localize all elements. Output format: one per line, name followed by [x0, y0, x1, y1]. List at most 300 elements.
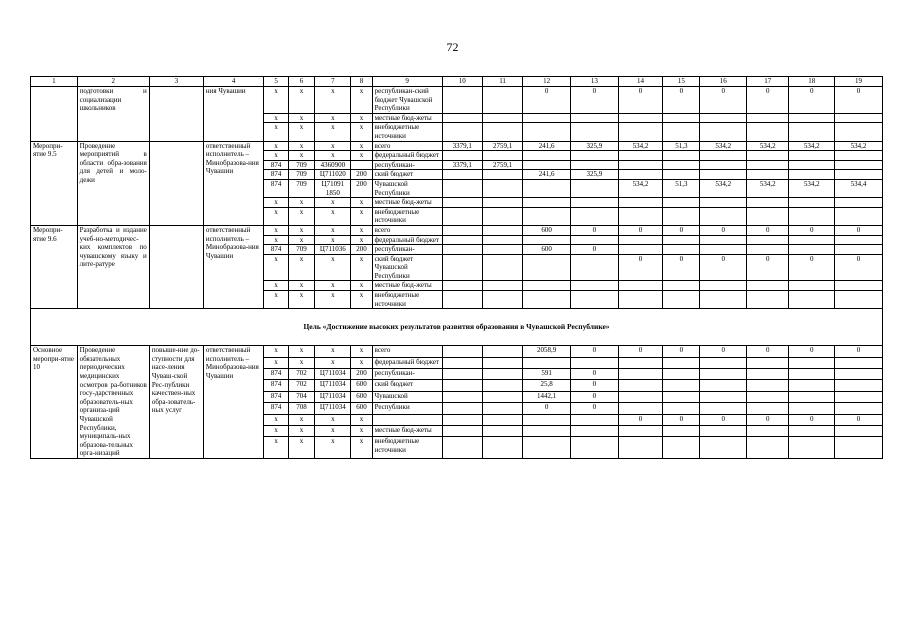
- amount-cell: [747, 291, 789, 309]
- amount-cell: 0: [835, 254, 883, 281]
- amount-cell: 0: [570, 403, 618, 414]
- amount-cell: [835, 281, 883, 291]
- amount-cell: [523, 160, 571, 170]
- amount-cell: [747, 235, 789, 245]
- funding-source: местные бюд-жеты: [372, 425, 442, 436]
- funding-source: всего: [372, 141, 442, 151]
- amount-cell: [700, 369, 747, 380]
- amount-cell: [442, 369, 482, 380]
- amount-cell: [700, 198, 747, 208]
- amount-cell: [747, 207, 789, 225]
- event-name: Разработка и издание учеб-но-методичес-ких комплектов по чувашскому языку и лите-ратуре: [77, 225, 149, 308]
- budget-code: Ц711034: [315, 391, 351, 402]
- budget-code: х: [288, 425, 315, 436]
- amount-cell: [789, 281, 835, 291]
- amount-cell: 51,3: [663, 141, 700, 151]
- event-name: подготовки и социализации школьников: [77, 87, 149, 142]
- amount-cell: 0: [700, 87, 747, 114]
- amount-cell: [789, 403, 835, 414]
- amount-cell: [523, 254, 571, 281]
- budget-code: х: [264, 198, 288, 208]
- amount-cell: 0: [789, 254, 835, 281]
- amount-cell: [700, 170, 747, 180]
- budget-code: х: [264, 437, 288, 459]
- amount-cell: [442, 425, 482, 436]
- amount-cell: [482, 380, 522, 391]
- funding-source: ский бюджет: [372, 380, 442, 391]
- budget-code: 874: [264, 160, 288, 170]
- amount-cell: [442, 291, 482, 309]
- amount-cell: [570, 414, 618, 425]
- budget-code: х: [264, 87, 288, 114]
- budget-code: х: [351, 291, 372, 309]
- amount-cell: [482, 357, 522, 368]
- amount-cell: [789, 123, 835, 141]
- amount-cell: [700, 123, 747, 141]
- amount-cell: [663, 207, 700, 225]
- budget-code: 702: [288, 380, 315, 391]
- amount-cell: [570, 207, 618, 225]
- amount-cell: [618, 380, 663, 391]
- amount-cell: [747, 113, 789, 123]
- amount-cell: [789, 113, 835, 123]
- funding-source: Чувашской: [372, 391, 442, 402]
- budget-code: х: [288, 141, 315, 151]
- amount-cell: 600: [523, 225, 571, 235]
- budget-code: х: [264, 113, 288, 123]
- column-header: 12: [523, 77, 571, 87]
- budget-code: Ц711020: [315, 170, 351, 180]
- amount-cell: [663, 160, 700, 170]
- funding-source: всего: [372, 346, 442, 357]
- amount-cell: [618, 160, 663, 170]
- amount-cell: 0: [747, 414, 789, 425]
- amount-cell: [482, 245, 522, 255]
- amount-cell: [789, 160, 835, 170]
- amount-cell: [570, 254, 618, 281]
- amount-cell: [570, 123, 618, 141]
- event-goal: [149, 225, 203, 308]
- amount-cell: [442, 235, 482, 245]
- amount-cell: [570, 235, 618, 245]
- amount-cell: 0: [835, 346, 883, 357]
- amount-cell: [618, 357, 663, 368]
- amount-cell: [663, 437, 700, 459]
- amount-cell: [747, 357, 789, 368]
- budget-code: х: [351, 225, 372, 235]
- amount-cell: [482, 437, 522, 459]
- budget-code: х: [351, 414, 372, 425]
- amount-cell: [482, 254, 522, 281]
- amount-cell: [523, 123, 571, 141]
- budget-code: х: [288, 123, 315, 141]
- budget-code: х: [315, 123, 351, 141]
- amount-cell: 0: [570, 391, 618, 402]
- column-header: 11: [482, 77, 522, 87]
- amount-cell: 0: [618, 254, 663, 281]
- budget-code: х: [315, 151, 351, 161]
- amount-cell: [663, 380, 700, 391]
- amount-cell: [700, 113, 747, 123]
- budget-code: х: [351, 425, 372, 436]
- amount-cell: [663, 151, 700, 161]
- amount-cell: [835, 170, 883, 180]
- amount-cell: [618, 281, 663, 291]
- budget-code: х: [288, 437, 315, 459]
- amount-cell: [618, 391, 663, 402]
- funding-source: внебюджетные источники: [372, 291, 442, 309]
- amount-cell: [442, 346, 482, 357]
- amount-cell: [618, 235, 663, 245]
- amount-cell: [482, 207, 522, 225]
- amount-cell: 0: [523, 403, 571, 414]
- amount-cell: [700, 391, 747, 402]
- amount-cell: 3379,1: [442, 141, 482, 151]
- event-name: Проведение мероприятий в области обра-зования для детей и моло-дежи: [77, 141, 149, 225]
- amount-cell: 600: [523, 245, 571, 255]
- amount-cell: [835, 437, 883, 459]
- amount-cell: 51,3: [663, 179, 700, 197]
- budget-code: х: [315, 357, 351, 368]
- amount-cell: [700, 425, 747, 436]
- budget-code: х: [288, 414, 315, 425]
- amount-cell: [835, 291, 883, 309]
- amount-cell: [570, 425, 618, 436]
- amount-cell: [570, 437, 618, 459]
- amount-cell: 591: [523, 369, 571, 380]
- budget-code: х: [351, 254, 372, 281]
- funding-source: Республики: [372, 403, 442, 414]
- amount-cell: [570, 291, 618, 309]
- event-code: Основное меропри-ятие 10: [31, 346, 78, 459]
- budget-code: х: [315, 346, 351, 357]
- funding-source: федеральный бюджет: [372, 235, 442, 245]
- amount-cell: 0: [618, 87, 663, 114]
- amount-cell: [663, 170, 700, 180]
- amount-cell: [747, 245, 789, 255]
- funding-source: местные бюд-жеты: [372, 198, 442, 208]
- amount-cell: [442, 245, 482, 255]
- column-header: 1: [31, 77, 78, 87]
- amount-cell: [482, 123, 522, 141]
- amount-cell: 534,2: [618, 179, 663, 197]
- amount-cell: [442, 170, 482, 180]
- amount-cell: [835, 123, 883, 141]
- budget-code: х: [315, 141, 351, 151]
- amount-cell: [618, 403, 663, 414]
- budget-code: 200: [351, 179, 372, 197]
- amount-cell: 0: [663, 414, 700, 425]
- responsible: ответственный исполнитель – Минобразова-ния Чувашии: [203, 141, 263, 225]
- budget-code: Ц711036: [315, 245, 351, 255]
- amount-cell: [700, 160, 747, 170]
- amount-cell: [789, 357, 835, 368]
- budget-code: х: [315, 425, 351, 436]
- budget-code: х: [315, 87, 351, 114]
- funding-source: местные бюд-жеты: [372, 113, 442, 123]
- budget-code: х: [315, 414, 351, 425]
- column-header: 2: [77, 77, 149, 87]
- budget-code: х: [351, 141, 372, 151]
- amount-cell: [482, 346, 522, 357]
- amount-cell: [747, 403, 789, 414]
- amount-cell: [663, 391, 700, 402]
- amount-cell: 0: [835, 225, 883, 235]
- budget-code: х: [315, 281, 351, 291]
- amount-cell: [618, 113, 663, 123]
- column-header: 3: [149, 77, 203, 87]
- budget-code: х: [264, 207, 288, 225]
- funding-source: республикан-: [372, 160, 442, 170]
- column-header: 4: [203, 77, 263, 87]
- funding-source: республикан-: [372, 369, 442, 380]
- amount-cell: [700, 207, 747, 225]
- amount-cell: [747, 391, 789, 402]
- budget-code: Ц71091 1850: [315, 179, 351, 197]
- amount-cell: 0: [789, 87, 835, 114]
- amount-cell: [835, 425, 883, 436]
- budget-code: х: [315, 254, 351, 281]
- budget-code: х: [288, 291, 315, 309]
- amount-cell: [570, 179, 618, 197]
- amount-cell: [618, 369, 663, 380]
- amount-cell: [700, 281, 747, 291]
- amount-cell: [747, 160, 789, 170]
- budget-code: 600: [351, 403, 372, 414]
- amount-cell: [482, 425, 522, 436]
- budget-code: 702: [288, 369, 315, 380]
- amount-cell: [523, 414, 571, 425]
- budget-code: 874: [264, 391, 288, 402]
- amount-cell: [700, 235, 747, 245]
- budget-code: х: [264, 123, 288, 141]
- amount-cell: 25,8: [523, 380, 571, 391]
- budget-code: х: [264, 357, 288, 368]
- amount-cell: 534,2: [747, 141, 789, 151]
- funding-source: внебюджетные источники: [372, 437, 442, 459]
- amount-cell: [618, 437, 663, 459]
- amount-cell: 0: [570, 369, 618, 380]
- event-code: Меропри-ятие 9.5: [31, 141, 78, 225]
- amount-cell: [835, 151, 883, 161]
- amount-cell: 534,2: [747, 179, 789, 197]
- amount-cell: 0: [700, 225, 747, 235]
- amount-cell: 3379,1: [442, 160, 482, 170]
- amount-cell: 0: [789, 225, 835, 235]
- amount-cell: 0: [663, 225, 700, 235]
- amount-cell: 534,2: [789, 179, 835, 197]
- amount-cell: [523, 357, 571, 368]
- budget-code: х: [264, 346, 288, 357]
- budget-code: х: [288, 151, 315, 161]
- budget-code: Ц711034: [315, 380, 351, 391]
- budget-code: х: [288, 235, 315, 245]
- amount-cell: [442, 207, 482, 225]
- budget-code: 704: [288, 391, 315, 402]
- budget-code: х: [288, 281, 315, 291]
- budget-code: х: [315, 437, 351, 459]
- amount-cell: [835, 207, 883, 225]
- amount-cell: [700, 357, 747, 368]
- budget-code: х: [351, 151, 372, 161]
- amount-cell: 0: [835, 414, 883, 425]
- amount-cell: [789, 245, 835, 255]
- budget-code: [351, 160, 372, 170]
- amount-cell: [663, 357, 700, 368]
- amount-cell: [663, 403, 700, 414]
- amount-cell: [482, 391, 522, 402]
- budget-code: х: [315, 207, 351, 225]
- amount-cell: [700, 380, 747, 391]
- amount-cell: [835, 198, 883, 208]
- amount-cell: 0: [570, 87, 618, 114]
- budget-code: х: [351, 198, 372, 208]
- amount-cell: 0: [747, 225, 789, 235]
- amount-cell: [747, 369, 789, 380]
- budget-code: х: [288, 225, 315, 235]
- funding-source: [372, 414, 442, 425]
- goal-row: [31, 309, 883, 346]
- amount-cell: [570, 281, 618, 291]
- amount-cell: [663, 425, 700, 436]
- amount-cell: [663, 113, 700, 123]
- funding-source: внебюджетные источники: [372, 123, 442, 141]
- header-row: [31, 77, 883, 87]
- funding-source: ский бюджет: [372, 170, 442, 180]
- amount-cell: [442, 254, 482, 281]
- amount-cell: 0: [835, 87, 883, 114]
- amount-cell: 0: [663, 87, 700, 114]
- amount-cell: 534,2: [618, 141, 663, 151]
- funding-source: федеральный бюджет: [372, 357, 442, 368]
- event-goal: [149, 87, 203, 142]
- amount-cell: [442, 151, 482, 161]
- amount-cell: [835, 391, 883, 402]
- amount-cell: [442, 391, 482, 402]
- column-header: 14: [618, 77, 663, 87]
- amount-cell: 0: [789, 414, 835, 425]
- amount-cell: [482, 113, 522, 123]
- budget-code: х: [351, 346, 372, 357]
- amount-cell: [789, 380, 835, 391]
- amount-cell: [618, 151, 663, 161]
- amount-cell: 534,2: [835, 141, 883, 151]
- amount-cell: [747, 437, 789, 459]
- amount-cell: [523, 179, 571, 197]
- amount-cell: [789, 170, 835, 180]
- amount-cell: 534,2: [700, 141, 747, 151]
- amount-cell: 0: [618, 346, 663, 357]
- amount-cell: 0: [570, 225, 618, 235]
- funding-source: республикан-: [372, 245, 442, 255]
- budget-code: 709: [288, 245, 315, 255]
- event-code: Меропри-ятие 9.6: [31, 225, 78, 308]
- funding-source: внебюджетные источники: [372, 207, 442, 225]
- amount-cell: [700, 403, 747, 414]
- amount-cell: [663, 245, 700, 255]
- amount-cell: [482, 369, 522, 380]
- amount-cell: [747, 123, 789, 141]
- amount-cell: [570, 357, 618, 368]
- amount-cell: [700, 245, 747, 255]
- budget-code: х: [351, 437, 372, 459]
- budget-code: 874: [264, 245, 288, 255]
- amount-cell: [442, 357, 482, 368]
- amount-cell: [618, 198, 663, 208]
- amount-cell: [482, 170, 522, 180]
- amount-cell: 0: [570, 346, 618, 357]
- budget-code: х: [264, 291, 288, 309]
- budget-code: 709: [288, 160, 315, 170]
- responsible: ответственный исполнитель – Минобразова-ния Чувашии: [203, 346, 263, 459]
- amount-cell: [789, 198, 835, 208]
- amount-cell: 0: [570, 380, 618, 391]
- amount-cell: [523, 198, 571, 208]
- amount-cell: [482, 414, 522, 425]
- budget-code: х: [315, 198, 351, 208]
- budget-code: 708: [288, 403, 315, 414]
- column-header: 10: [442, 77, 482, 87]
- amount-cell: [482, 403, 522, 414]
- amount-cell: [835, 380, 883, 391]
- budget-code: 200: [351, 369, 372, 380]
- budget-code: х: [264, 235, 288, 245]
- budget-code: х: [351, 281, 372, 291]
- amount-cell: [618, 207, 663, 225]
- amount-cell: [523, 281, 571, 291]
- amount-cell: [442, 113, 482, 123]
- amount-cell: [442, 281, 482, 291]
- budget-code: 874: [264, 369, 288, 380]
- amount-cell: [442, 123, 482, 141]
- amount-cell: [482, 179, 522, 197]
- amount-cell: [523, 437, 571, 459]
- event-goal: повыше-ние до-ступности для насе-ления Чуваш-ской Рес-публики качествен-ных обра-зователь-ных услуг: [149, 346, 203, 459]
- amount-cell: 534,2: [700, 179, 747, 197]
- budget-code: х: [315, 113, 351, 123]
- amount-cell: 0: [663, 254, 700, 281]
- amount-cell: [570, 198, 618, 208]
- amount-cell: [442, 437, 482, 459]
- amount-cell: 0: [747, 346, 789, 357]
- funding-source: Чувашской Республики: [372, 179, 442, 197]
- amount-cell: 0: [523, 87, 571, 114]
- amount-cell: 0: [700, 346, 747, 357]
- budget-code: х: [288, 346, 315, 357]
- amount-cell: [523, 207, 571, 225]
- amount-cell: [570, 160, 618, 170]
- table-row: [31, 141, 883, 151]
- amount-cell: [523, 113, 571, 123]
- column-header: 6: [288, 77, 315, 87]
- amount-cell: 325,9: [570, 141, 618, 151]
- amount-cell: [835, 403, 883, 414]
- budget-code: 874: [264, 380, 288, 391]
- column-header: 5: [264, 77, 288, 87]
- amount-cell: 0: [700, 254, 747, 281]
- budget-code: 874: [264, 403, 288, 414]
- budget-code: х: [288, 207, 315, 225]
- amount-cell: [835, 113, 883, 123]
- budget-code: х: [264, 414, 288, 425]
- amount-cell: [618, 291, 663, 309]
- amount-cell: [482, 281, 522, 291]
- budget-code: х: [288, 113, 315, 123]
- amount-cell: [835, 357, 883, 368]
- event-code: [31, 87, 78, 142]
- amount-cell: [663, 369, 700, 380]
- amount-cell: [747, 380, 789, 391]
